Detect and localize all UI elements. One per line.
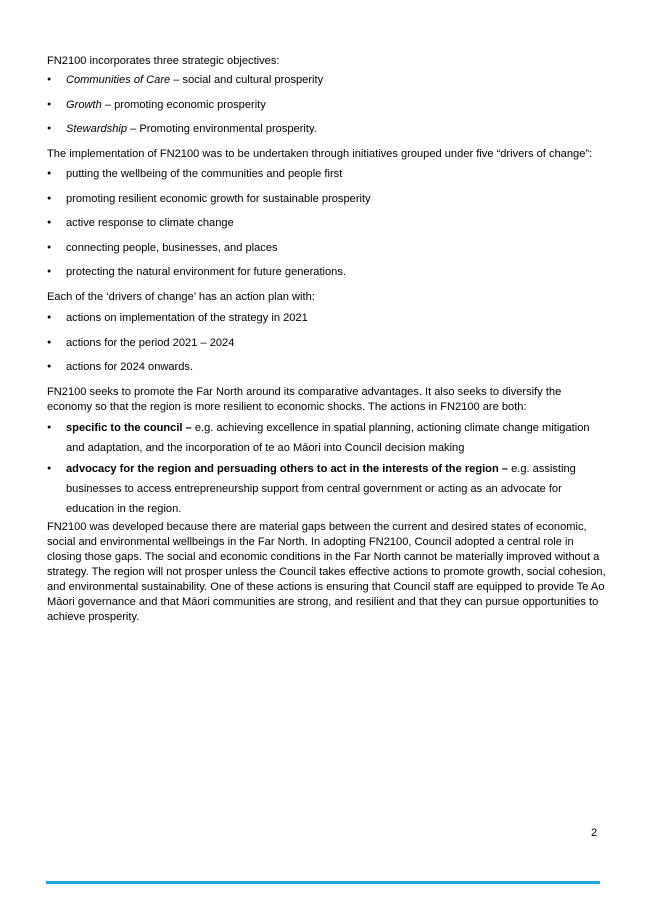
bullet-icon [47,418,55,438]
objectives-intro: FN2100 incorporates three strategic objectives: [47,55,280,67]
bullet-icon [47,119,55,139]
bullet-icon [47,238,55,258]
driver-item: putting the wellbeing of the communities and people first [66,168,343,180]
bullet-icon [47,459,55,479]
drivers-intro: The implementation of FN2100 was to be undertaken through initiatives grouped under five “drivers of change”: [47,148,593,160]
driver-item: promoting resilient economic growth for sustainable prosperity [66,193,371,205]
action-item: actions for 2024 onwards. [66,361,194,373]
bullet-icon [47,357,55,377]
action-type-item: advocacy for the region and persuading others to act in the interests of the region – e.g. assisting businesses to access entrepreneurship support from central government or acting as an advocate for education in the region. [66,463,576,515]
bullet-icon [47,333,55,353]
bullet-icon [47,262,55,282]
bullet-icon [47,213,55,233]
bullet-icon [47,70,55,90]
action-item: actions for the period 2021 – 2024 [66,337,235,349]
bullet-icon [47,164,55,184]
action-item: actions on implementation of the strategy in 2021 [66,312,308,324]
driver-item: active response to climate change [66,217,234,229]
rationale-paragraph: FN2100 was developed because there are material gaps between the current and desired states of economic, social and environmental wellbeings in the Far North. In adopting FN2100, Council adopted a central role in closing those gaps. The social and economic conditions in the Far North cannot be materially improved without a strategy. The region will not prosper unless the Council takes effective actions to promote growth, social cohesion, and environmental sustainability. One of these actions is ensuring that Council staff are equipped to provide Te Ao Māori governance and that Māori communities are strong, and resilient and that they can pursue opportunities to achieve prosperity. [47,521,606,623]
bullet-icon [47,308,55,328]
driver-item: connecting people, businesses, and places [66,242,278,254]
driver-item: protecting the natural environment for future generations. [66,266,346,278]
advantages-paragraph: FN2100 seeks to promote the Far North around its comparative advantages. It also seeks to diversify the economy so that the region is more resilient to economic shocks. The actions in FN2100 are both: [47,386,562,413]
action-type-item: specific to the council – e.g. achieving excellence in spatial planning, actioning climate change mitigation and adaptation, and the incorporation of te ao Māori into Council decision making [66,422,590,454]
objective-item: Stewardship – Promoting environmental prosperity. [66,123,317,135]
bullet-icon [47,189,55,209]
footer-rule [46,881,600,884]
objective-item: Growth – promoting economic prosperity [66,99,266,111]
action-plan-intro: Each of the ‘drivers of change’ has an action plan with: [47,291,315,303]
page-number: 2 [591,827,598,839]
objective-item: Communities of Care – social and cultural prosperity [66,74,324,86]
bullet-icon [47,95,55,115]
